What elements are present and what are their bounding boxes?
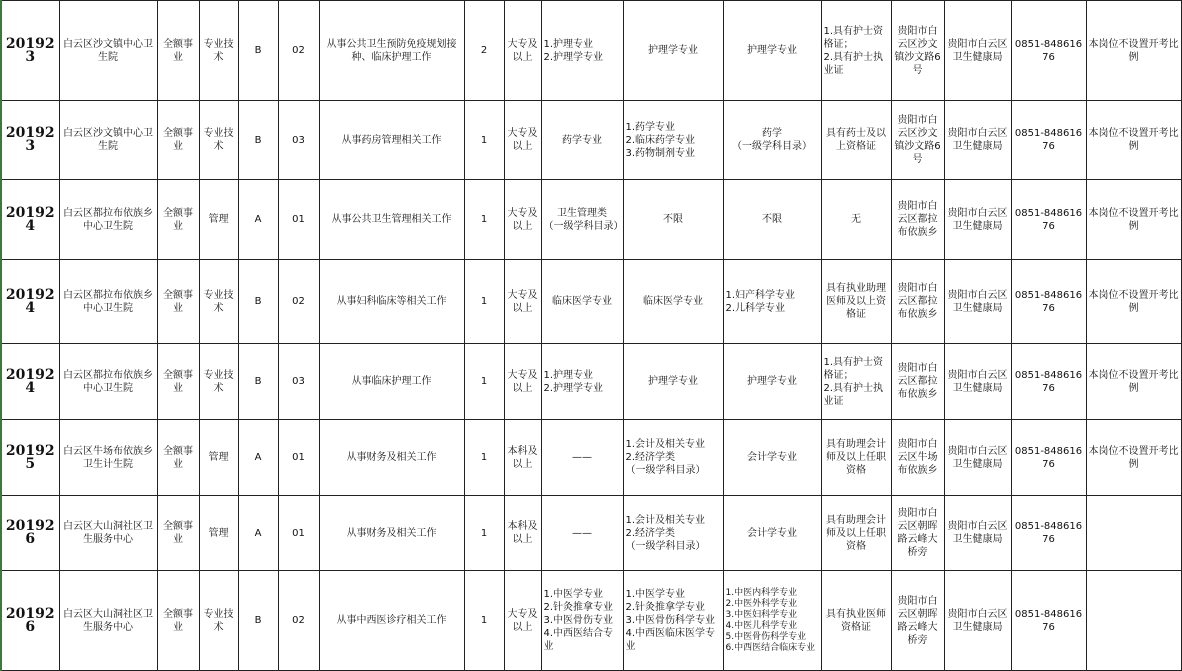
other-requirements-cell [821, 344, 891, 420]
job-duties-cell: 从事财务及相关工作 [319, 420, 464, 496]
education-req-cell: 大专及以上 [504, 260, 541, 344]
cell-line: 2.儿科学专业 [725, 302, 786, 314]
table-row [1, 180, 1181, 260]
cell-line: （一级学科目录） [543, 220, 624, 232]
unit-address-cell: 贵阳市白云区沙文镇沙文路6号 [891, 101, 944, 180]
cell-line: 1.具有护士资格证； [823, 356, 884, 381]
post-level-cell: A [238, 180, 278, 260]
major-college-cell [541, 180, 623, 260]
other-requirements-cell [821, 420, 891, 496]
education-req-cell: 大专及以上 [504, 180, 541, 260]
contact-phone-cell: 0851-84861676 [1011, 344, 1086, 420]
other-requirements-cell [821, 571, 891, 671]
cell-line: —— [572, 452, 592, 463]
supervising-dept-cell: 贵阳市白云区卫生健康局 [944, 260, 1011, 344]
post-category-cell: 管理 [199, 420, 238, 496]
unit-address-cell: 贵阳市白云区都拉布依族乡 [891, 180, 944, 260]
supervising-dept-cell: 贵阳市白云区卫生健康局 [944, 571, 1011, 671]
education-req-cell: 大专及以上 [504, 344, 541, 420]
position-code-cell: 201923 [1, 1, 59, 101]
table-row [1, 420, 1181, 496]
remarks-cell: 本岗位不设置开考比例 [1086, 101, 1181, 180]
hire-count-cell: 1 [464, 496, 504, 571]
cell-line: 临床医学专业 [643, 296, 703, 307]
post-number-cell: 01 [278, 496, 319, 571]
job-duties-cell: 从事药房管理相关工作 [319, 101, 464, 180]
post-number-cell: 02 [278, 1, 319, 101]
position-code-cell: 201926 [1, 571, 59, 671]
unit-name-cell: 白云区都拉布依族乡中心卫生院 [59, 260, 157, 344]
table-row [1, 260, 1181, 344]
supervising-dept-cell: 贵阳市白云区卫生健康局 [944, 180, 1011, 260]
cell-line: 不限 [762, 214, 782, 225]
table-row [1, 571, 1181, 671]
cell-line: 2.护理学专业 [543, 51, 604, 63]
other-requirements-cell [821, 1, 891, 101]
contact-phone-cell: 0851-84861676 [1011, 420, 1086, 496]
major-master-cell [723, 260, 821, 344]
education-req-cell: 本科及以上 [504, 420, 541, 496]
post-category-cell: 专业技术 [199, 344, 238, 420]
cell-line: 会计学专业 [747, 452, 797, 463]
hire-count-cell: 1 [464, 420, 504, 496]
post-level-cell: A [238, 496, 278, 571]
cell-line: （一级学科目录） [625, 540, 706, 552]
major-master-cell [723, 101, 821, 180]
post-category-cell: 专业技术 [199, 1, 238, 101]
remarks-cell [1086, 571, 1181, 671]
cell-line: 4.中医儿科学专业 [725, 620, 798, 631]
post-level-cell: B [238, 571, 278, 671]
remarks-cell: 本岗位不设置开考比例 [1086, 180, 1181, 260]
funding-type-cell: 全额事业 [157, 420, 199, 496]
contact-phone-cell: 0851-84861676 [1011, 496, 1086, 571]
cell-line: 1.中医学专业 [543, 589, 604, 600]
funding-type-cell: 全额事业 [157, 180, 199, 260]
cell-line: （一级学科目录） [625, 465, 706, 476]
table-row [1, 344, 1181, 420]
cell-line: 无 [851, 214, 861, 225]
cell-line: 护理学专业 [648, 45, 698, 56]
cell-line: 2.针灸推拿专业 [543, 602, 614, 613]
post-level-cell: B [238, 1, 278, 101]
post-level-cell: B [238, 260, 278, 344]
post-category-cell: 管理 [199, 180, 238, 260]
table-body [1, 1, 1181, 671]
cell-line: 临床医学专业 [552, 296, 612, 307]
major-college-cell [541, 1, 623, 101]
cell-line: 1.会计及相关专业 [625, 439, 706, 450]
major-master-cell [723, 571, 821, 671]
other-requirements-cell [821, 260, 891, 344]
cell-line: 1.具有护士资格证； [823, 25, 884, 50]
unit-address-cell: 贵阳市白云区沙文镇沙文路6号 [891, 1, 944, 101]
major-college-cell [541, 344, 623, 420]
major-bachelor-cell [623, 101, 723, 180]
post-category-cell: 管理 [199, 496, 238, 571]
other-requirements-cell [821, 180, 891, 260]
post-number-cell: 01 [278, 420, 319, 496]
remarks-cell: 本岗位不设置开考比例 [1086, 260, 1181, 344]
table-row [1, 1, 1181, 101]
cell-line: 2.经济学类 [625, 527, 676, 539]
cell-line: 2.经济学类 [625, 452, 676, 463]
funding-type-cell: 全额事业 [157, 260, 199, 344]
job-duties-cell: 从事临床护理工作 [319, 344, 464, 420]
major-bachelor-cell [623, 344, 723, 420]
supervising-dept-cell: 贵阳市白云区卫生健康局 [944, 101, 1011, 180]
major-master-cell [723, 1, 821, 101]
unit-name-cell: 白云区沙文镇中心卫生院 [59, 1, 157, 101]
contact-phone-cell: 0851-84861676 [1011, 180, 1086, 260]
post-number-cell: 02 [278, 260, 319, 344]
cell-line: 3.中医骨伤科学专业 [625, 615, 716, 626]
education-req-cell: 大专及以上 [504, 101, 541, 180]
cell-line: 护理学专业 [648, 376, 698, 387]
remarks-cell [1086, 496, 1181, 571]
position-code-cell: 201924 [1, 344, 59, 420]
unit-name-cell: 白云区牛场布依族乡卫生计生院 [59, 420, 157, 496]
hire-count-cell: 1 [464, 571, 504, 671]
cell-line: 护理学专业 [747, 376, 797, 387]
major-master-cell [723, 180, 821, 260]
post-level-cell: A [238, 420, 278, 496]
major-master-cell [723, 344, 821, 420]
major-bachelor-cell [623, 180, 723, 260]
funding-type-cell: 全额事业 [157, 571, 199, 671]
post-number-cell: 03 [278, 344, 319, 420]
major-bachelor-cell [623, 571, 723, 671]
position-code-cell: 201924 [1, 180, 59, 260]
education-req-cell: 本科及以上 [504, 496, 541, 571]
other-requirements-cell [821, 101, 891, 180]
cell-line: 2.中医外科学专业 [725, 598, 798, 609]
job-duties-cell: 从事公共卫生管理相关工作 [319, 180, 464, 260]
cell-line: 4.中西医结合专业 [543, 628, 614, 652]
cell-line: 6.中西医结合临床专业 [725, 642, 816, 653]
supervising-dept-cell: 贵阳市白云区卫生健康局 [944, 1, 1011, 101]
cell-line: 5.中医骨伤科学专业 [725, 631, 807, 642]
cell-line: 1.护理专业 [543, 38, 594, 50]
hire-count-cell: 1 [464, 344, 504, 420]
cell-line: 3.中医骨伤专业 [543, 615, 614, 626]
funding-type-cell: 全额事业 [157, 344, 199, 420]
unit-name-cell: 白云区大山洞社区卫生服务中心 [59, 496, 157, 571]
unit-name-cell: 白云区都拉布依族乡中心卫生院 [59, 344, 157, 420]
major-master-cell [723, 496, 821, 571]
cell-line: 1.中医学专业 [625, 589, 686, 600]
contact-phone-cell: 0851-84861676 [1011, 260, 1086, 344]
major-bachelor-cell [623, 420, 723, 496]
cell-line: 具有助理会计师及以上任职资格 [826, 439, 886, 476]
cell-line: 药学 [762, 128, 782, 139]
cell-line: 3.中医妇科学专业 [725, 609, 798, 620]
post-level-cell: B [238, 101, 278, 180]
cell-line: 具有执业医师资格证 [826, 608, 886, 633]
cell-line: 3.药物制剂专业 [625, 147, 696, 159]
job-duties-cell: 从事财务及相关工作 [319, 496, 464, 571]
cell-line: 卫生管理类 [557, 207, 607, 219]
post-category-cell: 专业技术 [199, 101, 238, 180]
major-master-cell [723, 420, 821, 496]
major-bachelor-cell [623, 260, 723, 344]
major-college-cell [541, 496, 623, 571]
job-duties-cell: 从事中西医诊疗相关工作 [319, 571, 464, 671]
cell-line: —— [572, 527, 592, 539]
remarks-cell: 本岗位不设置开考比例 [1086, 420, 1181, 496]
major-bachelor-cell [623, 1, 723, 101]
supervising-dept-cell: 贵阳市白云区卫生健康局 [944, 344, 1011, 420]
cell-line: 护理学专业 [747, 45, 797, 56]
cell-line: 2.针灸推拿学专业 [625, 602, 706, 613]
unit-name-cell: 白云区都拉布依族乡中心卫生院 [59, 180, 157, 260]
job-duties-cell: 从事公共卫生预防免疫规划接种、临床护理工作 [319, 1, 464, 101]
education-req-cell: 大专及以上 [504, 1, 541, 101]
cell-line: 不限 [663, 214, 683, 225]
cell-line: 具有助理会计师及以上任职资格 [826, 514, 886, 552]
major-bachelor-cell [623, 496, 723, 571]
contact-phone-cell: 0851-84861676 [1011, 571, 1086, 671]
remarks-cell: 本岗位不设置开考比例 [1086, 1, 1181, 101]
cell-line: 1.护理专业 [543, 369, 594, 381]
position-code-cell: 201925 [1, 420, 59, 496]
post-category-cell: 专业技术 [199, 260, 238, 344]
cell-line: 1.中医内科学专业 [725, 587, 798, 598]
unit-address-cell: 贵阳市白云区朝晖路云峰大桥旁 [891, 571, 944, 671]
contact-phone-cell: 0851-84861676 [1011, 1, 1086, 101]
cell-line: 1.药学专业 [625, 121, 676, 133]
contact-phone-cell: 0851-84861676 [1011, 101, 1086, 180]
cell-line: 药学专业 [562, 134, 602, 146]
post-number-cell: 02 [278, 571, 319, 671]
major-college-cell [541, 571, 623, 671]
cell-line: 1.妇产科学专业 [725, 289, 796, 301]
unit-address-cell: 贵阳市白云区都拉布依族乡 [891, 260, 944, 344]
supervising-dept-cell: 贵阳市白云区卫生健康局 [944, 420, 1011, 496]
post-number-cell: 01 [278, 180, 319, 260]
supervising-dept-cell: 贵阳市白云区卫生健康局 [944, 496, 1011, 571]
funding-type-cell: 全额事业 [157, 101, 199, 180]
hire-count-cell: 1 [464, 260, 504, 344]
hire-count-cell: 2 [464, 1, 504, 101]
position-code-cell: 201926 [1, 496, 59, 571]
funding-type-cell: 全额事业 [157, 1, 199, 101]
remarks-cell: 本岗位不设置开考比例 [1086, 344, 1181, 420]
other-requirements-cell [821, 496, 891, 571]
cell-line: 2.护理学专业 [543, 382, 604, 394]
major-college-cell [541, 101, 623, 180]
cell-line: （一级学科目录） [732, 141, 812, 152]
major-college-cell [541, 260, 623, 344]
post-number-cell: 03 [278, 101, 319, 180]
position-code-cell: 201924 [1, 260, 59, 344]
major-college-cell [541, 420, 623, 496]
unit-name-cell: 白云区大山洞社区卫生服务中心 [59, 571, 157, 671]
post-level-cell: B [238, 344, 278, 420]
job-duties-cell: 从事妇科临床等相关工作 [319, 260, 464, 344]
cell-line: 会计学专业 [747, 527, 797, 539]
post-category-cell: 专业技术 [199, 571, 238, 671]
position-code-cell: 201923 [1, 101, 59, 180]
education-req-cell: 大专及以上 [504, 571, 541, 671]
table-row [1, 496, 1181, 571]
unit-address-cell: 贵阳市白云区牛场布依族乡 [891, 420, 944, 496]
unit-address-cell: 贵阳市白云区朝晖路云峰大桥旁 [891, 496, 944, 571]
funding-type-cell: 全额事业 [157, 496, 199, 571]
cell-line: 4.中西医临床医学专业 [625, 628, 716, 652]
cell-line: 2.临床药学专业 [625, 134, 696, 146]
hire-count-cell: 1 [464, 101, 504, 180]
hire-count-cell: 1 [464, 180, 504, 260]
cell-line: 2.具有护士执业证 [823, 382, 884, 407]
cell-line: 具有执业助理医师及以上资格证 [826, 283, 886, 320]
unit-name-cell: 白云区沙文镇中心卫生院 [59, 101, 157, 180]
unit-address-cell: 贵阳市白云区都拉布依族乡 [891, 344, 944, 420]
table-row [1, 101, 1181, 180]
cell-line: 具有药士及以上资格证 [826, 128, 886, 152]
cell-line: 1.会计及相关专业 [625, 514, 706, 526]
cell-line: 2.具有护士执业证 [823, 51, 884, 76]
